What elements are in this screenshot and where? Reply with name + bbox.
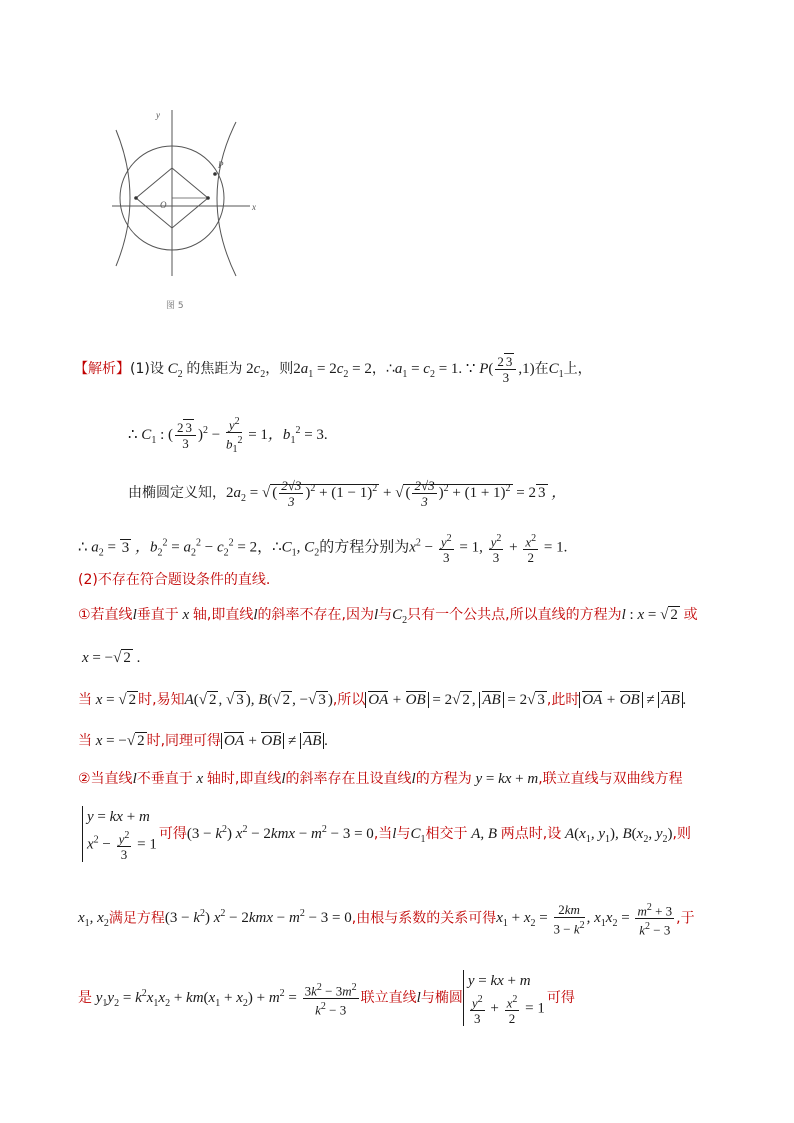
text-fragment: 时,同理可得 — [146, 733, 222, 749]
solution-line-1 — [74, 354, 592, 385]
text-fragment: 轴时,即直线 — [206, 771, 282, 787]
figure-caption: 图 5 — [166, 301, 184, 311]
text-fragment: 只有一个公共点,所以直线的方程为 — [407, 607, 622, 623]
text-fragment: 当 — [78, 733, 92, 749]
text-fragment: ②当直线 — [78, 771, 133, 787]
point-b — [134, 196, 138, 200]
text-fragment: 当 — [78, 692, 92, 708]
solution-line-7: x = −√ 2 . — [82, 650, 141, 666]
text-fragment: 轴,即直线 — [192, 607, 254, 623]
text-fragment: 联立直线 — [360, 990, 417, 1007]
math-c1: $C_1$ — [548, 360, 564, 380]
text-fragment: 满足方程 — [108, 910, 165, 927]
text-fragment: ,由根与系数的关系可得 — [351, 910, 497, 927]
text-fragment: 是 — [78, 990, 92, 1007]
solution-line-3 — [128, 478, 566, 509]
text-fragment: 的斜率存在且设直线 — [285, 771, 412, 787]
equation-system: y = kx + m $\frac{y^2}{3}$ + $\frac{x^2}{2}$ = 1 — [463, 970, 545, 1026]
text-fragment: 与 — [378, 607, 393, 623]
text-fragment: ,于 — [676, 910, 695, 927]
solution-line-4: ∴ $a_2 = 3$ ，$b_2^2 = a_2^2 - c_2^2 = 2$，$\therefore C_1$, $C_2$的方程分别为$x^2$ − $\frac{y^2}{3}$ = 1, $\frac{y^2}{3}$ + $\frac{x^2}{2}$ = 1. — [78, 533, 568, 566]
y-axis-label: y — [156, 110, 160, 120]
text-fragment: 的斜率不存在,因为 — [257, 607, 374, 623]
hyperbola-right-branch — [217, 122, 236, 276]
hyperbola-left-branch — [116, 130, 130, 266]
text-fragment: (1)设 — [130, 360, 164, 377]
origin-label: O — [160, 200, 167, 210]
text-fragment: 与椭圆 — [420, 990, 463, 1007]
text-fragment: ，∴ — [257, 537, 282, 556]
text-fragment: ,所以 — [332, 692, 366, 708]
text-fragment: ,则 — [672, 826, 691, 843]
solution-line-5: (2)不存在符合题设条件的直线. — [78, 572, 271, 588]
math-2c2: $2c_2$ — [246, 360, 266, 380]
text-fragment: ,此时 — [546, 692, 580, 708]
hyperbola-circle-diagram — [104, 98, 264, 318]
analysis-tag: 【解析】 — [74, 360, 130, 377]
equation-system: y = kx + m $x^2$ − $\frac{y^2}{3}$ = 1 — [82, 806, 157, 862]
text-fragment: 与 — [396, 826, 411, 843]
solution-line-13: 是 $y_1y_2 = k^2x_1x_2 + km(x_1 + x_2) + m^2$ = $\frac{3k^2 - 3m^2}{k^2 - 3}$ 联立直线l与椭圆 y = kx + m $\frac{y^2}{3}$ + $\frac{x^2}{2}$ = 1 可得 — [78, 970, 575, 1026]
text-fragment: 两点时,设 — [500, 826, 562, 843]
text-fragment: 可得 — [546, 990, 575, 1007]
text-fragment: 相交于 — [425, 826, 468, 843]
p-label: P — [218, 160, 224, 170]
text-fragment: ,联立直线与双曲线方程 — [538, 771, 683, 787]
text-fragment: 时,易知 — [138, 692, 185, 708]
text-fragment: 或 — [683, 607, 698, 623]
text-fragment: ,当 — [373, 826, 393, 843]
text-fragment: ，则 — [265, 360, 294, 377]
math-c2: $C_2$ — [163, 360, 183, 380]
math-eq: $2a_1 = 2c_2 = 2$ — [293, 360, 372, 380]
text-fragment: 的方程为 — [415, 771, 472, 787]
text-fragment: 不垂直于 — [136, 771, 193, 787]
text-fragment: ，∴ — [371, 360, 395, 377]
solution-line-12: $x_1$, $x_2$满足方程$(3 - k^2)$ $x^2 - 2kmx - m^2 - 3 = 0$,由根与系数的关系可得$x_1 + x_2$ = $\frac{2km}{3 - k^2}$ , $x_1x_2$ = $\frac{m^2 + 3}{k^2 - 3}$ ,于 — [78, 901, 695, 938]
x-axis-label: x — [252, 202, 256, 212]
text-fragment: 在 — [534, 360, 549, 377]
point-a — [206, 196, 210, 200]
point-p — [213, 172, 217, 176]
solution-line-8: 当 x = √ 2 时,易知A(√ 2 , √ 3 ), B(√ 2 , −√ 3 ),所以 OA + OB = 2√ 2 , AB = 2√ 3 ,此时 OA + OB ≠ AB . — [78, 692, 687, 708]
figure-5 — [104, 98, 264, 318]
solution-line-9: 当 x = −√ 2 时,同理可得 OA + OB ≠ AB . — [78, 733, 329, 749]
text-fragment: 的方程分别为 — [319, 537, 410, 556]
math-a2: $2a_2$ = √ ( $\frac{2√3}{3}$ )$^2 + (1 - 1)^2$ + √ ( $\frac{2√3}{3}$ )$^2 + (1 + 1)^2 = 2$ 3 ， — [226, 478, 567, 509]
text-fragment: 的焦距为 — [186, 360, 243, 377]
solution-line-11: y = kx + m $x^2$ − $\frac{y^2}{3}$ = 1 可得$(3 - k^2)$ $x^2 - 2kmx - m^2 - 3 = 0$,当l与$C_1$相交于 A, B 两点时,设 $A(x_1$, $y_1$), $B(x_2$, $y_2$),则 — [82, 806, 691, 862]
text-fragment: ①若直线 — [78, 607, 133, 623]
text-fragment: 上， — [563, 360, 592, 377]
text-fragment: 由椭圆定义知， — [128, 484, 226, 501]
solution-line-2: ∴ $C_1$ : ( $\frac{2 3}{3}$ )$^2$ − $\frac{y^2}{b_1^2}$ = 1，$b_1^2 = 3$. — [128, 416, 328, 456]
text-fragment: 可得 — [158, 826, 187, 843]
math-eq: $a_1 = c_2 = 1$. ∵ P( $\frac{2 3}{3}$ ,1) — [394, 354, 535, 385]
solution-line-10: ②当直线l不垂直于 x 轴时,即直线l的斜率存在且设直线l的方程为 y = kx + m,联立直线与双曲线方程 — [78, 771, 683, 787]
solution-line-6: ①若直线l垂直于 x 轴,即直线l的斜率不存在,因为l与$C_2$只有一个公共点,所以直线的方程为l : x = √ 2 或 — [78, 607, 698, 626]
text-fragment: 垂直于 — [136, 607, 179, 623]
